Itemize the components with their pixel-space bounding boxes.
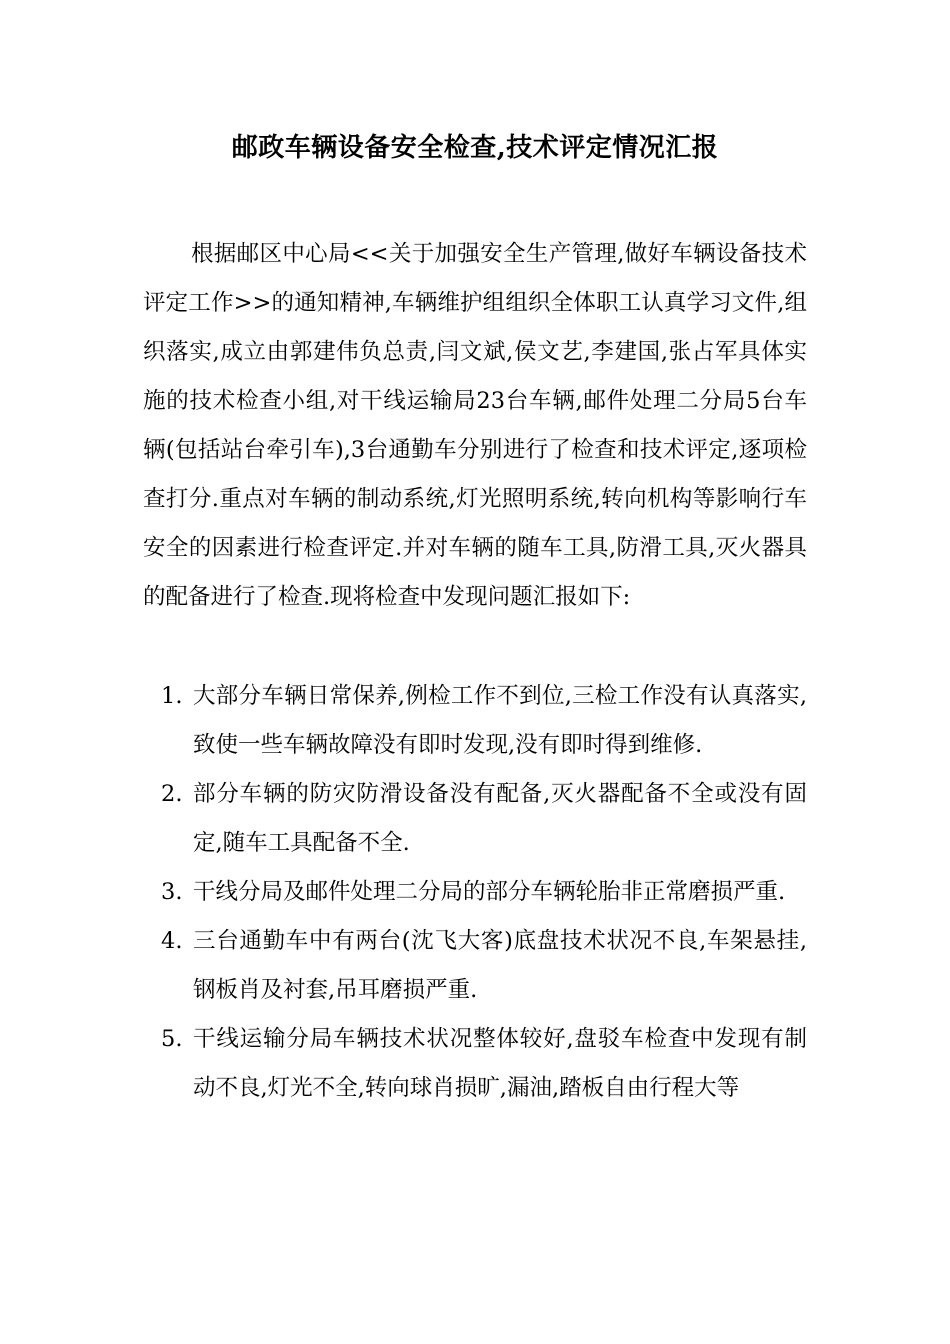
list-item-number: 5. [161, 1026, 183, 1052]
list-item-text: 干线运输分局车辆技术状况整体较好,盘驳车检查中发现有制动不良,灯光不全,转向球肖损旷,漏油,踏板自由行程大等 [193, 1026, 807, 1101]
list-item-text: 三台通勤车中有两台(沈飞大客)底盘技术状况不良,车架悬挂,钢板肖及衬套,吊耳磨损严重. [193, 928, 807, 1003]
list-item-text: 部分车辆的防灾防滑设备没有配备,灭火器配备不全或没有固定,随车工具配备不全. [193, 781, 807, 856]
list-item-number: 4. [161, 928, 183, 954]
list-item [143, 917, 807, 1015]
list-item-number: 1. [161, 683, 183, 709]
body-paragraph: 根据邮区中心局<<关于加强安全生产管理,做好车辆设备技术评定工作>>的通知精神,车辆维护组组织全体职工认真学习文件,组织落实,成立由郭建伟负总责,闫文斌,侯文艺,李建国,张占军具体实施的技术检查小组,对干线运输局23台车辆,邮件处理二分局5台车辆(包括站台牵引车),3台通勤车分别进行了检查和技术评定,逐项检查打分.重点对车辆的制动系统,灯光照明系统,转向机构等影响行车安全的因素进行检查评定.并对车辆的随车工具,防滑工具,灭火器具的配备进行了检查.现将检查中发现问题汇报如下: [143, 241, 807, 610]
list-item-number: 2. [161, 781, 183, 807]
list-item-text: 大部分车辆日常保养,例检工作不到位,三检工作没有认真落实,致使一些车辆故障没有即时发现,没有即时得到维修. [193, 683, 807, 758]
list-item [143, 868, 807, 917]
list-item [143, 770, 807, 868]
list-item-text: 干线分局及邮件处理二分局的部分车辆轮胎非正常磨损严重. [193, 879, 786, 905]
list-item [143, 1015, 807, 1113]
list-item-number: 3. [161, 879, 183, 905]
document-title: 邮政车辆设备安全检查,技术评定情况汇报 [231, 133, 719, 163]
issue-list [143, 672, 807, 1113]
list-item [143, 672, 807, 770]
